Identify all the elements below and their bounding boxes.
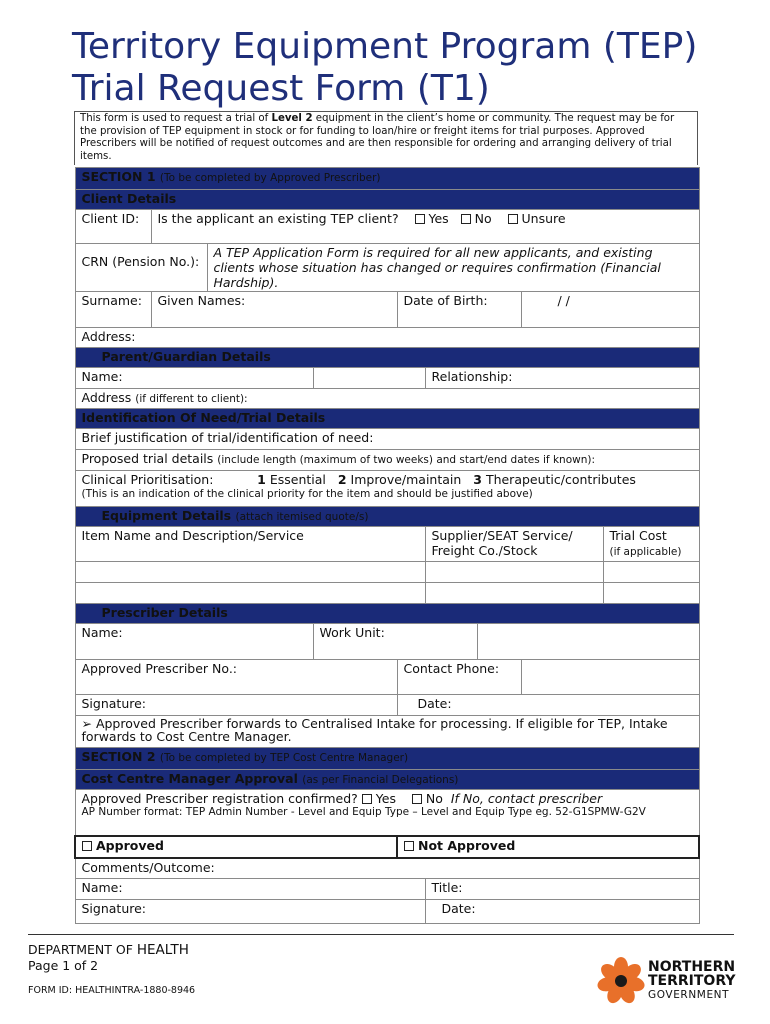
- equip-row1-supplier[interactable]: [425, 562, 603, 583]
- ccm-signature-label: Signature:: [75, 900, 425, 924]
- contact-phone-field[interactable]: [521, 660, 699, 695]
- intro-text: This form is used to request a trial of Level 2 equipment in the client’s home or community. The request may be for the provision of TEP equipment in stock or for funding to loan/hire or freight items for trial purposes. Approved Prescribers will be notified of request outcomes and are then responsible for ordering and arranging delivery of trial items.: [74, 111, 698, 165]
- equip-row1-cost[interactable]: [603, 562, 699, 583]
- existing-yes-checkbox[interactable]: [415, 214, 425, 224]
- address-label: Address:: [75, 328, 699, 348]
- equip-row2-supplier[interactable]: [425, 583, 603, 604]
- clinical-prioritisation: Clinical Prioritisation: 1 Essential 2 Improve/maintain 3 Therapeutic/contributes (This is an indication of the clinical priority for the item and should be justified above): [75, 471, 699, 507]
- department-name: DEPARTMENT OF HEALTH: [28, 942, 189, 958]
- proposed-trial-label: Proposed trial details (include length (maximum of two weeks) and start/end dates if known):: [75, 450, 699, 471]
- equip-row1-item[interactable]: [75, 562, 425, 583]
- ccm-title-label: Title:: [425, 879, 699, 900]
- section1-header: SECTION 1 (To be completed by Approved Prescriber): [75, 168, 699, 190]
- dob-label: Date of Birth:: [397, 292, 521, 328]
- approved-checkbox[interactable]: [82, 841, 92, 851]
- crn-label: CRN (Pension No.):: [75, 244, 207, 292]
- work-unit-label: Work Unit:: [313, 624, 477, 660]
- nt-government-logo-text: NORTHERN TERRITORY GOVERNMENT: [648, 959, 736, 1001]
- form-title: Territory Equipment Program (TEP) Trial Request Form (T1): [72, 26, 698, 109]
- equip-col-supplier: Supplier/SEAT Service/ Freight Co./Stock: [425, 527, 603, 562]
- trial-request-form: [74, 167, 700, 924]
- not-approved-option[interactable]: Not Approved: [397, 836, 699, 858]
- not-approved-checkbox[interactable]: [404, 841, 414, 851]
- registration-confirmed: Approved Prescriber registration confirmed? Yes No If No, contact prescriber AP Number format: TEP Admin Number - Level and Equip Type – Level and Equip Type eg. 52-G1SPMW-G2V: [75, 790, 699, 836]
- existing-client-row: Is the applicant an existing TEP client? Yes No Unsure: [151, 210, 699, 244]
- parent-name-field[interactable]: [313, 368, 425, 389]
- ccm-name-label: Name:: [75, 879, 425, 900]
- prescriber-no-label: Approved Prescriber No.:: [75, 660, 397, 695]
- equip-row2-cost[interactable]: [603, 583, 699, 604]
- prescriber-date-label: Date:: [397, 695, 699, 716]
- need-header: Identification Of Need/Trial Details: [75, 409, 699, 429]
- dob-field[interactable]: / /: [521, 292, 699, 328]
- prescriber-header: Prescriber Details: [75, 604, 699, 624]
- equip-row2-item[interactable]: [75, 583, 425, 604]
- comments-label: Comments/Outcome:: [75, 858, 699, 879]
- surname-label: Surname:: [75, 292, 151, 328]
- relationship-label: Relationship:: [425, 368, 699, 389]
- approved-option[interactable]: Approved: [75, 836, 397, 858]
- registration-no-checkbox[interactable]: [412, 794, 422, 804]
- parent-header: Parent/Guardian Details: [75, 348, 699, 368]
- equip-col-item: Item Name and Description/Service: [75, 527, 425, 562]
- parent-address-label: Address (if different to client):: [75, 389, 699, 409]
- ccm-header: Cost Centre Manager Approval (as per Financial Delegations): [75, 770, 699, 790]
- page-number: Page 1 of 2: [28, 958, 99, 973]
- existing-unsure-checkbox[interactable]: [508, 214, 518, 224]
- contact-phone-label: Contact Phone:: [397, 660, 521, 695]
- form-id: FORM ID: HEALTHINTRA-1880-8946: [28, 985, 196, 996]
- work-unit-field[interactable]: [477, 624, 699, 660]
- justification-label: Brief justification of trial/identification of need:: [75, 429, 699, 450]
- given-names-label: Given Names:: [151, 292, 397, 328]
- prescriber-name-label: Name:: [75, 624, 313, 660]
- client-details-header: Client Details: [75, 190, 699, 210]
- footer-divider: [28, 934, 734, 935]
- tep-application-note: A TEP Application Form is required for all new applicants, and existing clients whose situation has changed or requires confirmation (Financial Hardship).: [207, 244, 699, 292]
- existing-no-checkbox[interactable]: [461, 214, 471, 224]
- ccm-date-label: Date:: [425, 900, 699, 924]
- equipment-header: Equipment Details (attach itemised quote/s): [75, 507, 699, 527]
- registration-yes-checkbox[interactable]: [362, 794, 372, 804]
- equip-col-cost: Trial Cost (if applicable): [603, 527, 699, 562]
- section2-header: SECTION 2 (To be completed by TEP Cost Centre Manager): [75, 748, 699, 770]
- client-id-label: Client ID:: [75, 210, 151, 244]
- parent-name-label: Name:: [75, 368, 313, 389]
- prescriber-forward-note: ➢ Approved Prescriber forwards to Centralised Intake for processing. If eligible for TEP, Intake forwards to Cost Centre Manager.: [75, 716, 699, 748]
- prescriber-signature-label: Signature:: [75, 695, 397, 716]
